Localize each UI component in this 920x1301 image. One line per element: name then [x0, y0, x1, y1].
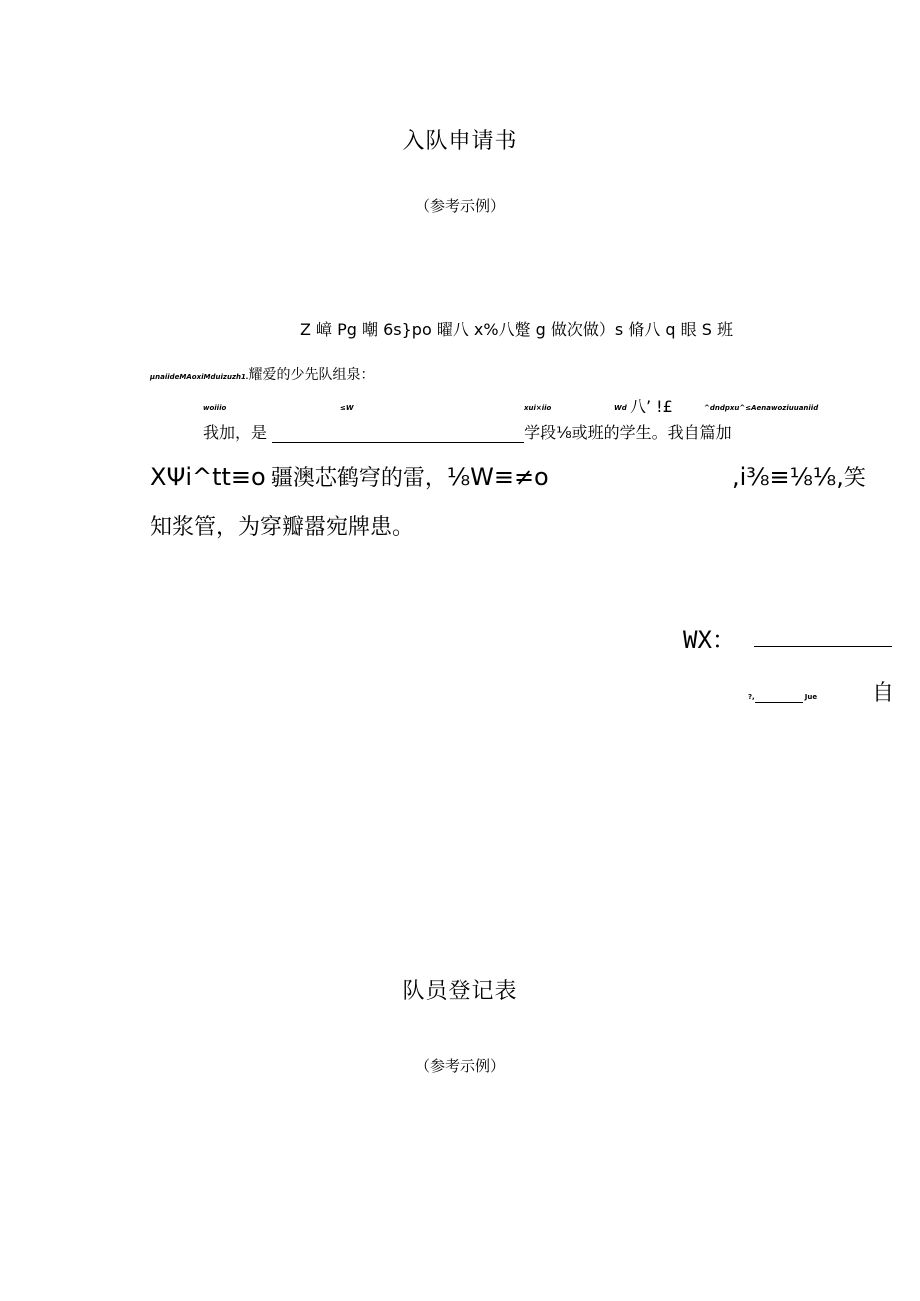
pledge-line-2: 知浆管，为穿瓣嚣宛牌患。	[150, 515, 415, 540]
salutation-line	[150, 364, 375, 384]
salutation-text: 耀爱的少先队组泉：	[248, 367, 375, 383]
pledge-left-text: XΨi^tt≡o	[150, 463, 266, 491]
tiny-label-d: Wd	[614, 404, 627, 412]
date-line	[748, 684, 817, 703]
grade-line-prefix: 我加，是	[203, 423, 268, 442]
grade-line-suffix: 学段⅛或班的学生。我自篇加	[524, 423, 732, 442]
tiny-label-c: xui×iio	[524, 404, 552, 412]
pledge-line	[150, 461, 549, 492]
body-line-1: Z 嶂 Pg 嘲 6s}po 曜八 x%八蹩 g 做次做）s 脩八 q 眼 S 班	[300, 320, 734, 339]
tiny-label-a: woiiio	[203, 404, 227, 412]
signature-blank[interactable]	[754, 622, 892, 647]
page-subtitle: （参考示例）	[414, 197, 505, 215]
salutation-tiny-text: μnaiideMAoxiMduizuzh1.	[150, 373, 249, 381]
grade-blank[interactable]	[272, 426, 524, 443]
signature-label: WX：	[683, 626, 736, 654]
pledge-right-char: 笑	[843, 466, 866, 491]
tiny-label-b: ≤W	[340, 404, 354, 412]
date-day: 自	[872, 681, 895, 706]
date-prefix: ?,	[748, 693, 755, 701]
pledge-mid-text: ⅛W≡≠o	[446, 463, 549, 491]
date-month: Jue	[804, 693, 818, 701]
registration-title: 队员登记表	[402, 979, 518, 1004]
date-blank[interactable]	[755, 694, 803, 703]
pledge-right-text: ,i⅜≡⅛⅛,	[732, 463, 844, 491]
pledge-serif-text: 疆澳芯鹤穹的雷，	[270, 466, 447, 491]
pledge-right	[732, 461, 866, 492]
tiny-label-f: ^dndpxu^≤Aenawoziuuaniid	[704, 404, 819, 412]
tiny-label-e: 八’ !£	[630, 397, 673, 416]
registration-subtitle: （参考示例）	[414, 1057, 505, 1075]
grade-line	[203, 420, 732, 443]
page-title: 入队申请书	[402, 129, 518, 154]
